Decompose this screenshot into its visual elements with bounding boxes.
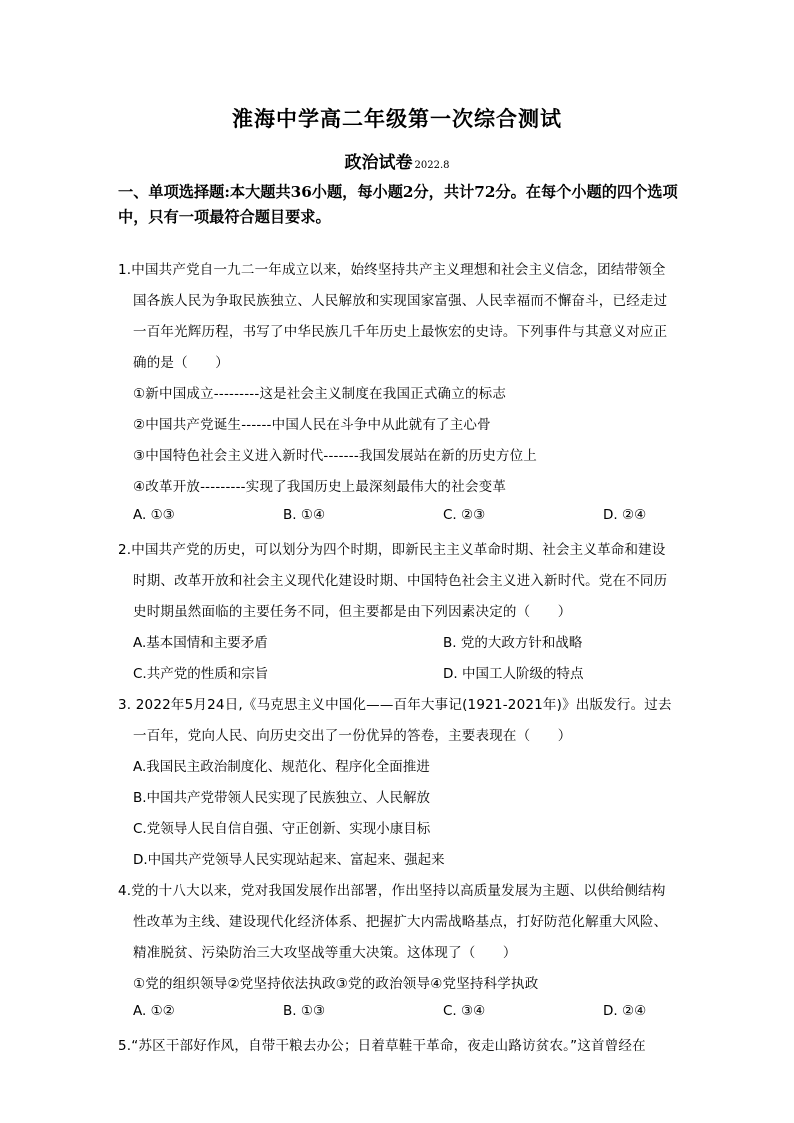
question-4-option-b: B. ①③ bbox=[283, 1003, 326, 1019]
question-2-line: 时期、改革开放和社会主义现代化建设时期、中国特色社会主义进入新时代。党在不同历 bbox=[133, 573, 668, 589]
question-1-option-a: A. ①③ bbox=[133, 507, 175, 523]
exam-date: 2022.8 bbox=[414, 160, 450, 171]
question-1-line: 1.中国共产党自一九二一年成立以来，始终坚持共产主义理想和社会主义信念，团结带领全 bbox=[118, 262, 666, 278]
question-1-item: ①新中国成立---------这是社会主义制度在我国正式确立的标志 bbox=[133, 386, 507, 402]
question-4-option-d: D. ②④ bbox=[603, 1003, 647, 1019]
question-3-line: 3. 2022年5月24日,《马克思主义中国化——百年大事记(1921-2021年)》出版发行。过去 bbox=[118, 697, 672, 713]
question-2-option-b: B. 党的大政方针和战略 bbox=[443, 635, 583, 651]
question-1-line: 确的是（ ） bbox=[133, 355, 229, 371]
question-1-option-d: D. ②④ bbox=[603, 507, 647, 523]
question-2-line: 史时期虽然面临的主要任务不同，但主要都是由下列因素决定的（ ） bbox=[133, 604, 572, 620]
question-4-option-a: A. ①② bbox=[133, 1003, 175, 1019]
page-title: 淮海中学高二年级第一次综合测试 bbox=[232, 106, 562, 131]
question-2-line: 2.中国共产党的历史，可以划分为四个时期，即新民主主义革命时期、社会主义革命和建设 bbox=[118, 542, 666, 558]
question-4-line: 性改革为主线、建设现代化经济体系、把握扩大内需战略基点，打好防范化解重大风险、 bbox=[133, 914, 668, 930]
question-1-item: ②中国共产党诞生------中国人民在斗争中从此就有了主心骨 bbox=[133, 417, 491, 433]
question-4-line: 4.党的十八大以来，党对我国发展作出部署，作出坚持以高质量发展为主题、以供给侧结构 bbox=[118, 883, 666, 899]
question-4-line: 精准脱贫、污染防治三大攻坚战等重大决策。这体现了（ ） bbox=[133, 945, 517, 961]
section-heading: 一、单项选择题:本大题共36小题，每小题2分，共计72分。在每个小题的四个选项中，只有一项最符合题目要求。 bbox=[118, 183, 678, 226]
question-3-line: 一百年，党向人民、向历史交出了一份优异的答卷，主要表现在（ ） bbox=[133, 728, 572, 744]
question-1-option-c: C. ②③ bbox=[443, 507, 486, 523]
question-1-line: 一百年光辉历程，书写了中华民族几千年历史上最恢宏的史诗。下列事件与其意义对应正 bbox=[133, 324, 668, 340]
question-1-option-b: B. ①④ bbox=[283, 507, 326, 523]
question-1-item: ③中国特色社会主义进入新时代-------我国发展站在新的历史方位上 bbox=[133, 448, 538, 464]
subject-label: 政治试卷 bbox=[344, 153, 413, 173]
question-4-item: ①党的组织领导②党坚持依法执政③党的政治领导④党坚持科学执政 bbox=[133, 976, 539, 992]
question-1-line: 国各族人民为争取民族独立、人民解放和实现国家富强、人民幸福而不懈奋斗，已经走过 bbox=[133, 293, 668, 309]
question-2-option-a: A.基本国情和主要矛盾 bbox=[133, 635, 268, 651]
question-3-option-b: B.中国共产党带领人民实现了民族独立、人民解放 bbox=[133, 790, 431, 806]
question-3-option-d: D.中国共产党领导人民实现站起来、富起来、强起来 bbox=[133, 852, 445, 868]
question-2-option-c: C.共产党的性质和宗旨 bbox=[133, 666, 269, 682]
question-1-item: ④改革开放---------实现了我国历史上最深刻最伟大的社会变革 bbox=[133, 479, 507, 495]
question-3-option-a: A.我国民主政治制度化、规范化、程序化全面推进 bbox=[133, 759, 430, 775]
question-5-line: 5.“苏区干部好作风，自带干粮去办公；日着草鞋干革命，夜走山路访贫农。”这首曾经在 bbox=[118, 1038, 646, 1054]
question-2-option-d: D. 中国工人阶级的特点 bbox=[443, 666, 584, 682]
question-4-option-c: C. ③④ bbox=[443, 1003, 486, 1019]
question-3-option-c: C.党领导人民自信自强、守正创新、实现小康目标 bbox=[133, 821, 431, 837]
page-subtitle bbox=[0, 148, 794, 173]
